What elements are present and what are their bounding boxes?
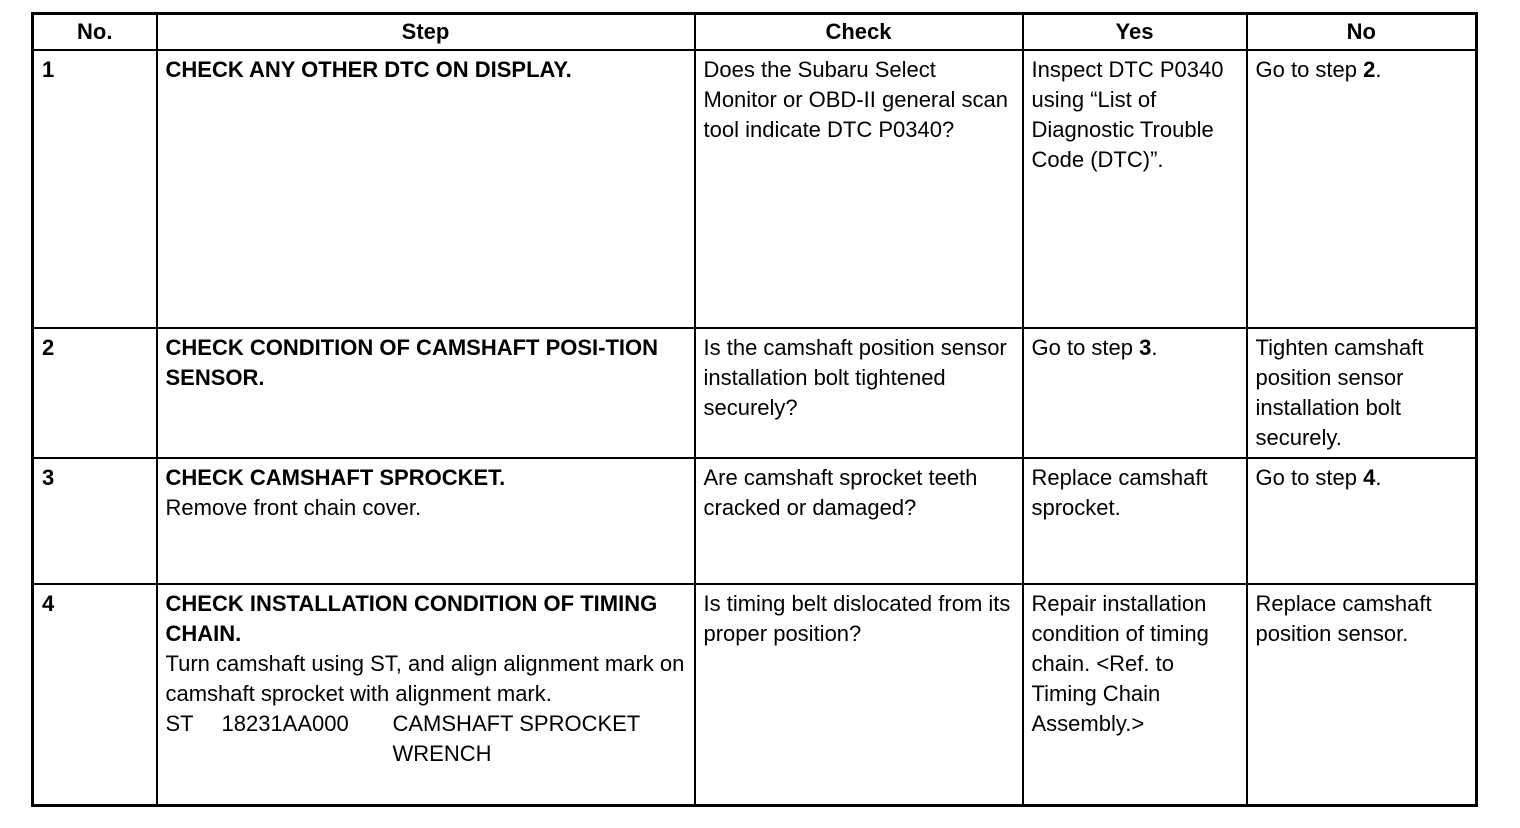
tool-label: ST [165, 710, 194, 736]
step-ref: 3 [1139, 334, 1152, 360]
header-yes: Yes [1023, 14, 1247, 50]
no-text: Go to step [1255, 464, 1364, 490]
tool-part-number: 18231AA000 [221, 710, 349, 736]
step-title: CHECK CONDITION OF CAMSHAFT POSI-TION SENSOR. [165, 334, 659, 390]
diagnostic-table [31, 12, 1478, 807]
table-row [33, 328, 1477, 458]
table-row [33, 50, 1477, 328]
header-row [33, 14, 1477, 50]
step-description: Turn camshaft using ST, and align alignment mark on camshaft sprocket with alignment mark. [165, 650, 685, 706]
yes-cell: Repair installation condition of timing chain. <Ref. to Timing Chain Assembly.> [1023, 584, 1247, 806]
step-title: CHECK CAMSHAFT SPROCKET. [165, 464, 506, 490]
header-no: No. [33, 14, 157, 50]
yes-cell: Replace camshaft sprocket. [1023, 458, 1247, 584]
yes-end: . [1151, 334, 1158, 360]
no-text: Go to step [1255, 56, 1364, 82]
no-cell [1247, 458, 1477, 584]
header-check: Check [695, 14, 1023, 50]
step-ref: 4 [1363, 464, 1376, 490]
check-cell: Is timing belt dislocated from its proper position? [695, 584, 1023, 806]
header-step: Step [157, 14, 695, 50]
table-row [33, 584, 1477, 806]
step-ref: 2 [1363, 56, 1376, 82]
no-cell [1247, 50, 1477, 328]
no-cell: Tighten camshaft position sensor installation bolt securely. [1247, 328, 1477, 458]
special-tool-line [166, 709, 686, 769]
no-cell: Replace camshaft position sensor. [1247, 584, 1477, 806]
step-title: CHECK ANY OTHER DTC ON DISPLAY. [165, 56, 572, 82]
header-no-result: No [1247, 14, 1477, 50]
no-end: . [1375, 56, 1382, 82]
table-row [33, 458, 1477, 584]
row-number: 4 [33, 584, 157, 806]
check-cell: Does the Subaru Select Monitor or OBD-II general scan tool indicate DTC P0340? [695, 50, 1023, 328]
no-end: . [1375, 464, 1382, 490]
tool-name: CAMSHAFT SPROCKET WRENCH [392, 710, 640, 766]
step-cell [157, 458, 695, 584]
yes-text: Go to step [1031, 334, 1140, 360]
yes-cell [1023, 328, 1247, 458]
check-cell: Is the camshaft position sensor installation bolt tightened securely? [695, 328, 1023, 458]
row-number: 3 [33, 458, 157, 584]
step-cell [157, 50, 695, 328]
step-description: Remove front chain cover. [165, 494, 422, 520]
step-title: CHECK INSTALLATION CONDITION OF TIMING CHAIN. [165, 590, 658, 646]
row-number: 2 [33, 328, 157, 458]
step-cell [157, 584, 695, 806]
step-cell [157, 328, 695, 458]
check-cell: Are camshaft sprocket teeth cracked or damaged? [695, 458, 1023, 584]
row-number: 1 [33, 50, 157, 328]
yes-cell: Inspect DTC P0340 using “List of Diagnostic Trouble Code (DTC)”. [1023, 50, 1247, 328]
